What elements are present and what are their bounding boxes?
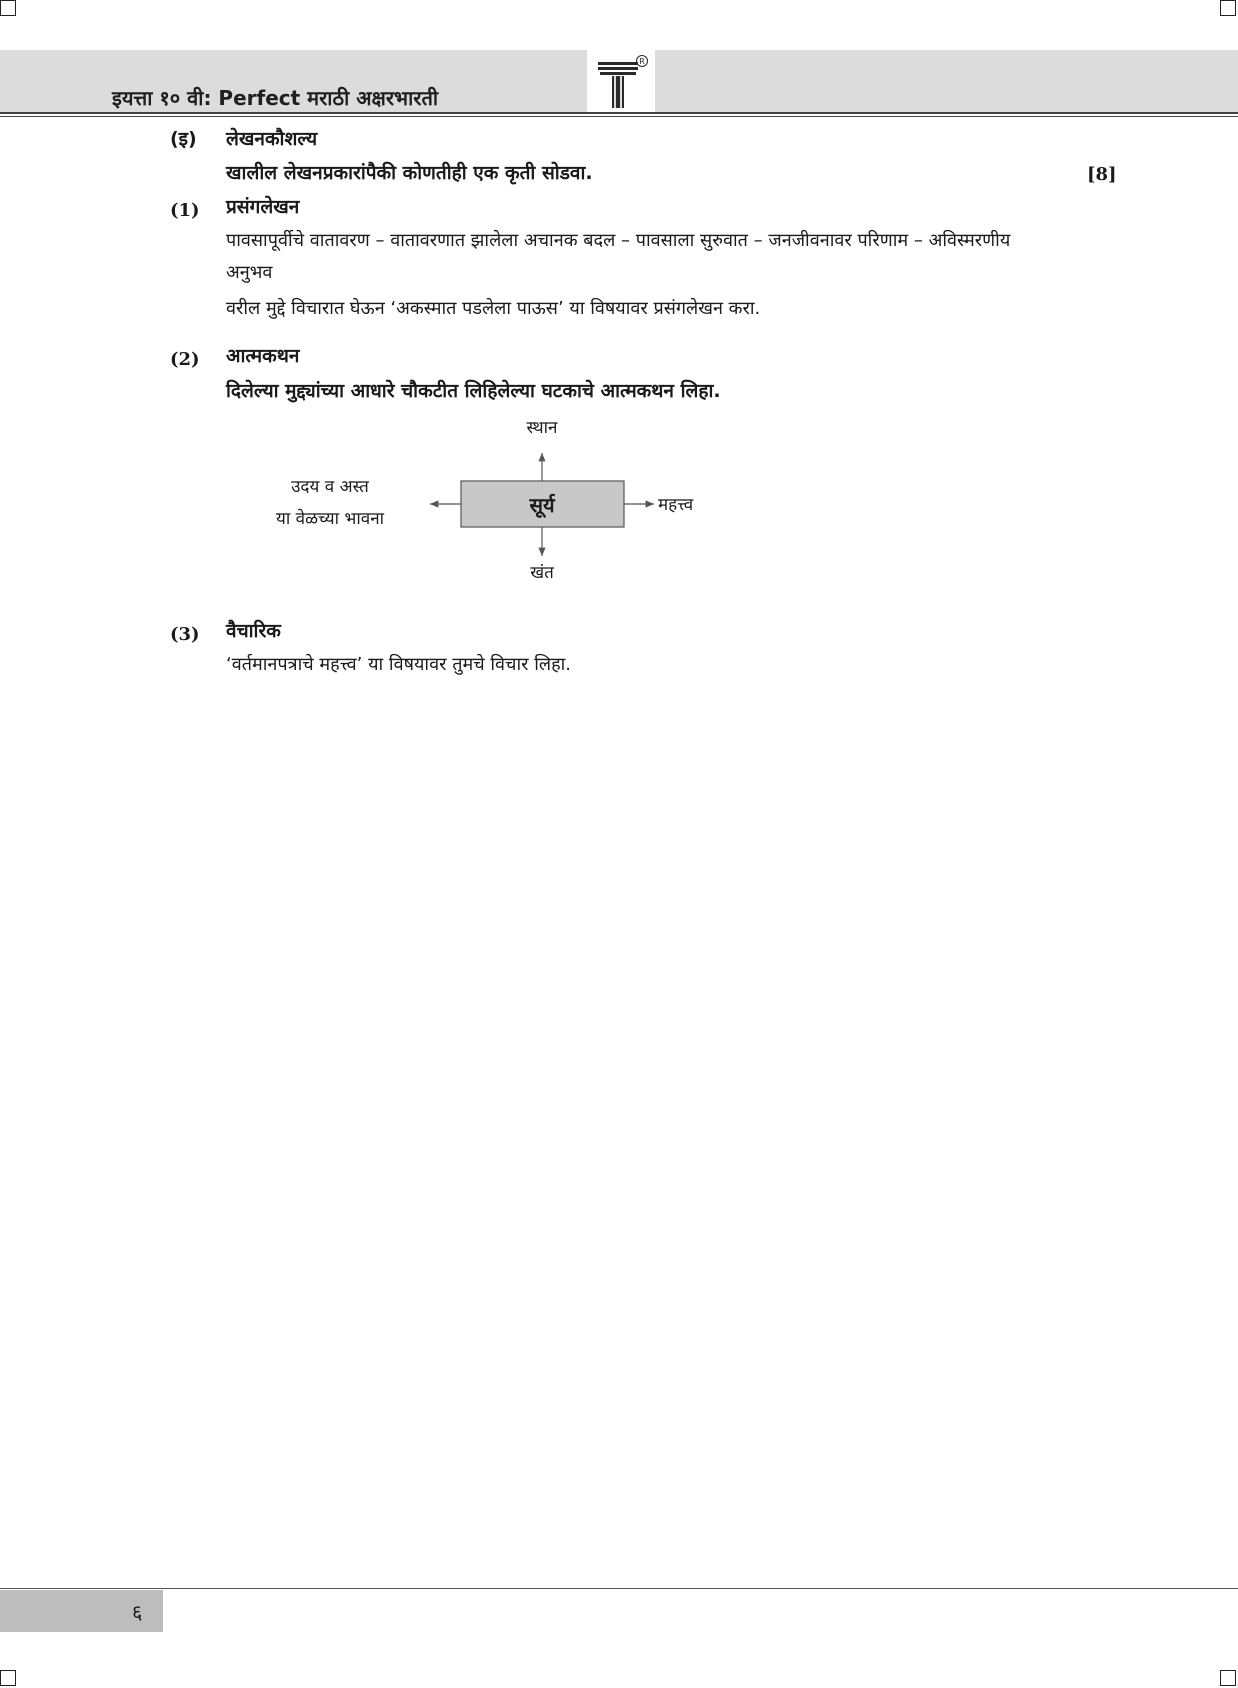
section-marks: [8]	[1087, 164, 1117, 185]
diagram-center-label: सूर्य	[529, 493, 555, 517]
q1-number: (1)	[170, 200, 200, 221]
publisher-logo-icon	[594, 52, 650, 110]
svg-text:R: R	[639, 57, 645, 66]
header-band-right	[655, 50, 1238, 112]
section-marker: (इ)	[170, 128, 197, 150]
crop-mark-bottom-left	[0, 1670, 16, 1686]
q3-number: (3)	[170, 624, 200, 645]
header-rule-thick	[0, 112, 1238, 114]
q1-task: वरील मुद्दे विचारात घेऊन ‘अकस्मात पडलेला पाऊस’ या विषयावर प्रसंगलेखन करा.	[226, 298, 761, 319]
header-rule-thin	[0, 116, 1238, 117]
q2-number: (2)	[170, 349, 200, 370]
footer-rule	[0, 1588, 1238, 1589]
diagram-left-label-line1: उदय व अस्त	[291, 477, 369, 497]
q1-points-line1: पावसापूर्वीचे वातावरण – वातावरणात झालेला अचानक बदल – पावसाला सुरुवात – जनजीवनावर परिणाम – अविस्मरणीय	[226, 230, 1011, 251]
q1-points-line2: अनुभव	[226, 262, 273, 283]
q3-title: वैचारिक	[226, 620, 281, 642]
diagram-top-label: स्थान	[526, 418, 558, 438]
autobiography-mind-map	[240, 410, 740, 590]
page-header-title: इयत्ता १० वी: Perfect मराठी अक्षरभारती	[112, 86, 439, 110]
diagram-left-label-line2: या वेळच्या भावना	[275, 509, 385, 529]
page-number: ६	[132, 1600, 143, 1624]
q2-instruction: दिलेल्या मुद्द्यांच्या आधारे चौकटीत लिहिलेल्या घटकाचे आत्मकथन लिहा.	[226, 380, 721, 402]
q3-task: ‘वर्तमानपत्राचे महत्त्व’ या विषयावर तुमचे विचार लिहा.	[226, 654, 572, 675]
section-title: लेखनकौशल्य	[226, 128, 318, 150]
q2-title: आत्मकथन	[226, 345, 300, 367]
diagram-bottom-label: खंत	[530, 563, 554, 583]
q1-title: प्रसंगलेखन	[226, 196, 300, 218]
section-instruction: खालील लेखनप्रकारांपैकी कोणतीही एक कृती सोडवा.	[226, 162, 593, 184]
crop-mark-top-right	[1220, 0, 1236, 16]
crop-mark-top-left	[0, 0, 16, 16]
diagram-right-label: महत्त्व	[658, 495, 694, 515]
crop-mark-bottom-right	[1220, 1670, 1236, 1686]
